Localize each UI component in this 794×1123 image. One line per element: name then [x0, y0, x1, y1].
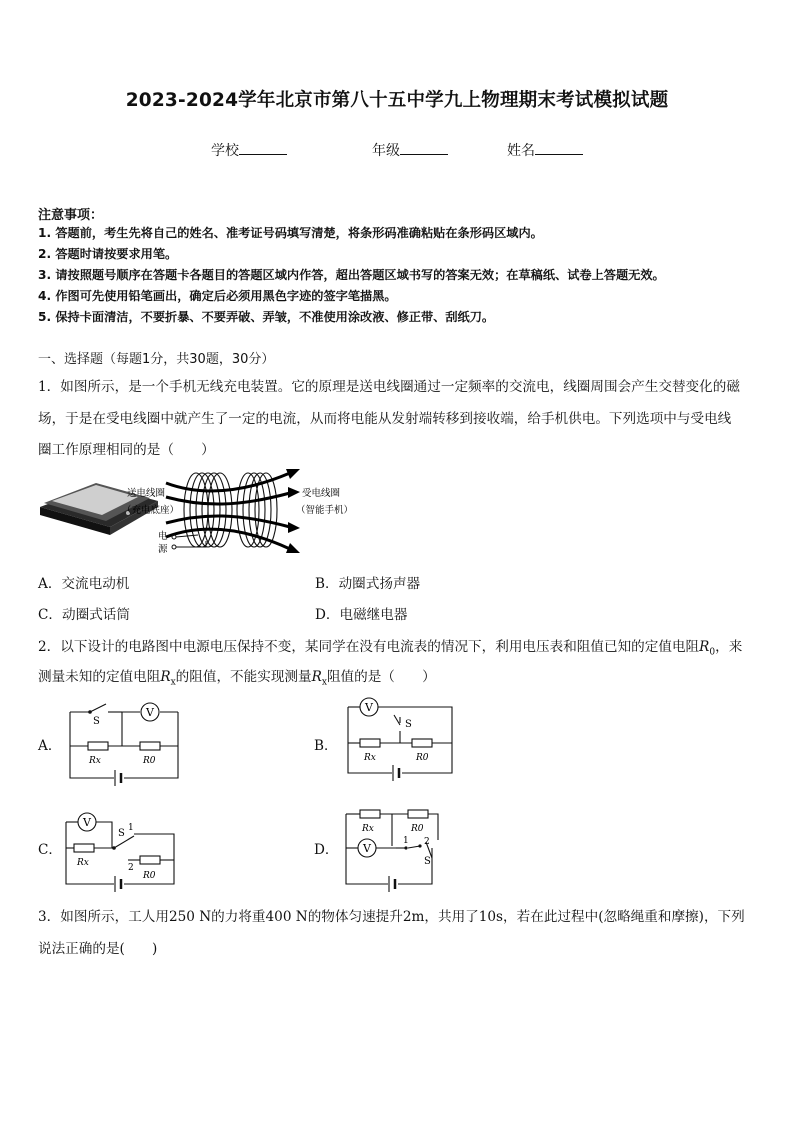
switch-label: S	[424, 856, 431, 867]
q3-line: 3．如图所示，工人用250 N的力将重400 N的物体匀速提升2m，共用了10s，若在此过程中(忽略绳重和摩擦)，下列	[38, 909, 745, 925]
rx-label: Rx	[89, 756, 101, 766]
grade-field: 年级	[372, 140, 448, 160]
contact-2-label: 2	[424, 837, 430, 847]
page-title: 2023-2024学年北京市第八十五中学九上物理期末考试模拟试题	[125, 90, 669, 111]
voltmeter-label: V	[83, 816, 91, 829]
switch-label: S	[118, 828, 125, 839]
send-coil-sub-label: （充电底座）	[122, 505, 180, 516]
q2-option-d[interactable]: D．	[314, 842, 339, 858]
recv-coil-label: 受电线圈	[302, 488, 341, 499]
name-field: 姓名	[507, 140, 583, 160]
contact-1-label: 1	[403, 836, 409, 846]
q2-line-2: 测量未知的定值电阻$R_x$的阻值，不能实现测量$R_x$阻值的是（ ）	[38, 669, 436, 688]
recv-coil-sub-label: （智能手机）	[296, 505, 354, 516]
notice-item: 4. 作图可先使用铅笔画出，确定后必须用黑色字迹的签字笔描黑。	[38, 289, 397, 303]
voltmeter-label: V	[365, 701, 373, 714]
power-label: 源	[158, 544, 168, 555]
notice-item: 3. 请按照题号顺序在答题卡各题目的答题区域内作答，超出答题区域书写的答案无效；在草稿纸、试卷上答题无效。	[38, 268, 665, 282]
rx-label: Rx	[362, 824, 374, 834]
r0-label: R0	[411, 824, 424, 834]
q1-line: 1．如图所示，是一个手机无线充电装置。它的原理是送电线圈通过一定频率的交流电，线圈周围会产生交替变化的磁	[38, 379, 740, 395]
r0-label: R0	[143, 871, 156, 881]
q1-option-b[interactable]: B．动圈式扬声器	[315, 576, 421, 592]
circuit-d	[340, 806, 450, 892]
q2-option-a[interactable]: A．	[38, 738, 62, 754]
circuit-b	[340, 695, 458, 783]
circuit-c	[62, 808, 184, 892]
q1-option-a[interactable]: A．交流电动机	[38, 576, 130, 592]
voltmeter-label: V	[146, 706, 154, 719]
q3-line: 说法正确的是( )	[38, 941, 158, 957]
rx-label: Rx	[364, 753, 376, 763]
rx-label: Rx	[77, 858, 89, 868]
notice-item: 1. 答题前，考生先将自己的姓名、准考证号码填写清楚，将条形码准确粘贴在条形码区域内。	[38, 226, 543, 240]
q1-line: 圈工作原理相同的是（ ）	[38, 442, 215, 458]
notice-heading: 注意事项：	[38, 208, 104, 223]
notice-item: 2. 答题时请按要求用笔。	[38, 247, 178, 261]
q2-line-1: 2．以下设计的电路图中电源电压保持不变，某同学在没有电流表的情况下，利用电压表和阻值已知的定值电阻$R_0$，来	[38, 639, 743, 658]
q1-line: 场，于是在受电线圈中就产生了一定的电流，从而将电能从发射端转移到接收端，给手机供电。下列选项中与受电线	[38, 411, 732, 427]
power-leads	[172, 535, 206, 549]
power-label: 电	[158, 531, 168, 542]
q1-option-c[interactable]: C．动圈式话筒	[38, 607, 130, 623]
q2-option-c[interactable]: C．	[38, 842, 62, 858]
section-heading: 一、选择题（每题1分，共30题，30分）	[38, 352, 275, 367]
switch-label: S	[93, 716, 100, 727]
wireless-charging-figure	[38, 465, 368, 560]
circuit-a	[62, 700, 184, 788]
contact-2-label: 2	[128, 863, 134, 873]
switch-label: S	[405, 719, 412, 730]
q1-option-d[interactable]: D．电磁继电器	[315, 607, 408, 623]
contact-1-label: 1	[128, 823, 134, 833]
q2-option-b[interactable]: B．	[314, 738, 338, 754]
r0-label: R0	[143, 756, 156, 766]
send-coil-label: 送电线圈	[127, 488, 166, 499]
r0-label: R0	[416, 753, 429, 763]
notice-item: 5. 保持卡面清洁，不要折暴、不要弄破、弄皱，不准使用涂改液、修正带、刮纸刀。	[38, 310, 495, 324]
school-field: 学校	[211, 140, 287, 160]
voltmeter-label: V	[363, 842, 371, 855]
